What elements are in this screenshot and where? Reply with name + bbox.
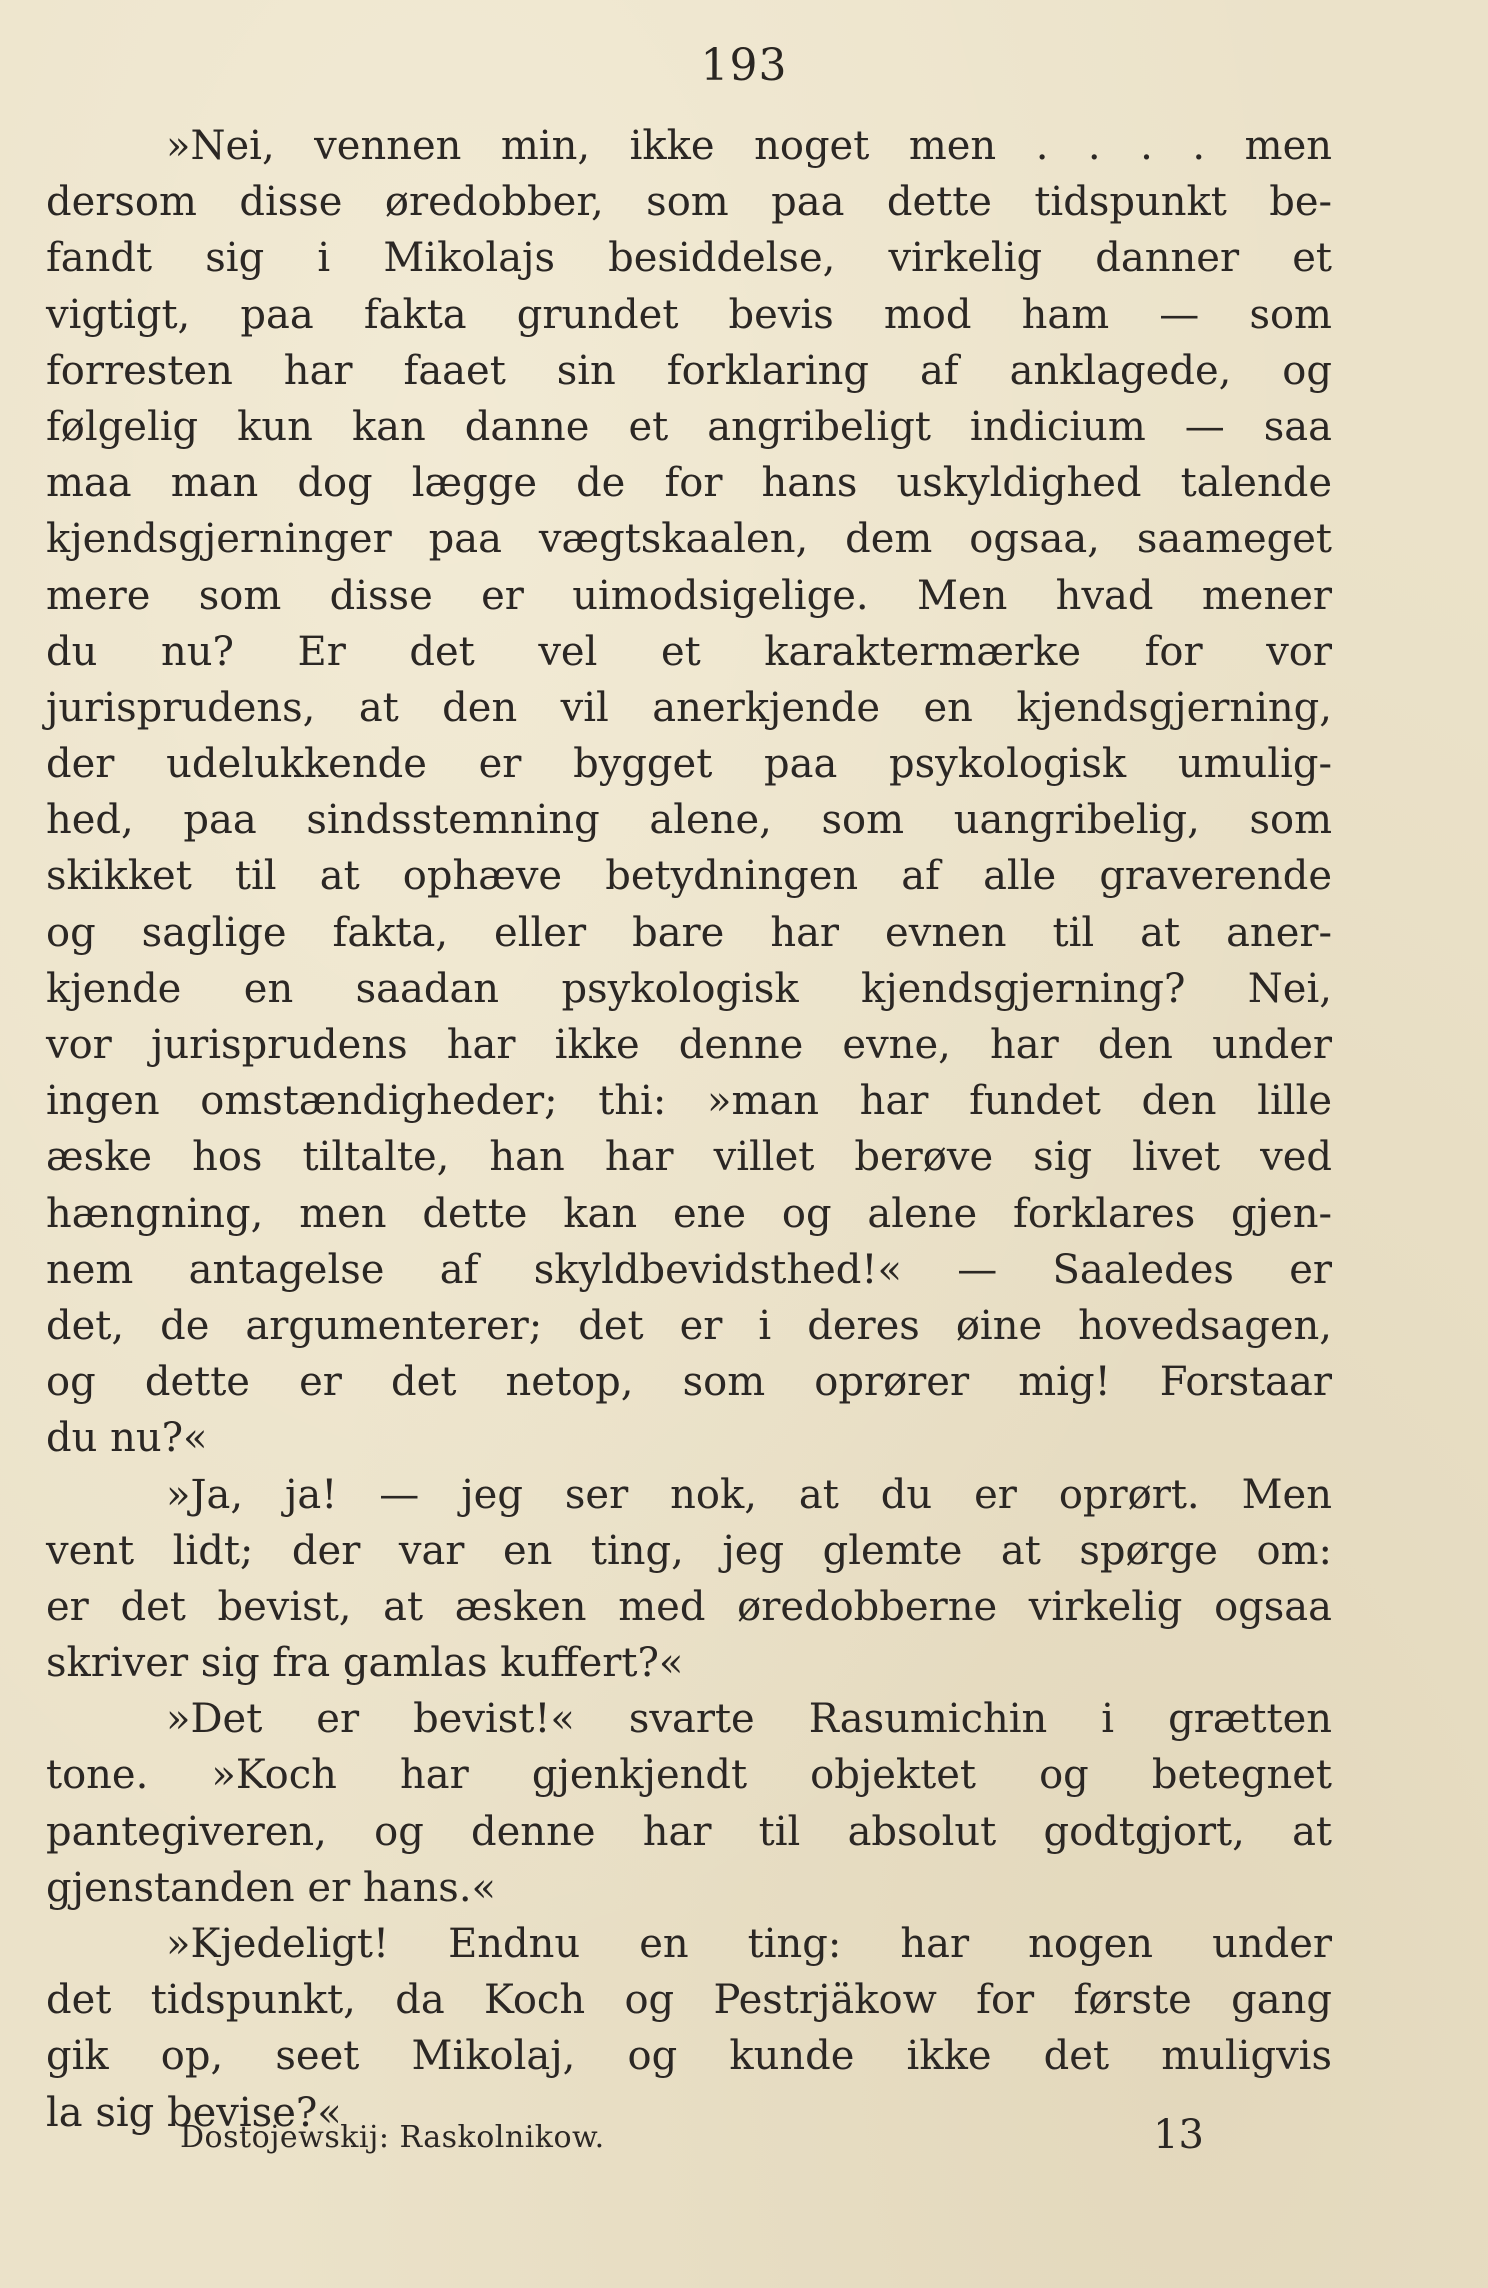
text-line: æske hos tiltalte, han har villet berøve sig livet ved xyxy=(46,1134,1332,1181)
footer-signature-number: 13 xyxy=(1153,2112,1204,2158)
text-line: forresten har faaet sin forklaring af anklagede, og xyxy=(46,347,1332,394)
text-line: jurisprudens, at den vil anerkjende en kjendsgjerning, xyxy=(46,684,1332,731)
text-line: gik op, seet Mikolaj, og kunde ikke det muligvis xyxy=(46,2033,1332,2080)
text-line: fandt sig i Mikolajs besiddelse, virkelig danner et xyxy=(46,235,1332,282)
text-line: »Ja, ja! — jeg ser nok, at du er oprørt. Men xyxy=(166,1471,1332,1518)
text-line: hed, paa sindsstemning alene, som uangribelig, som xyxy=(46,797,1332,844)
page-number: 193 xyxy=(700,40,788,91)
text-line: er det bevist, at æsken med øredobberne virkelig ogsaa xyxy=(46,1583,1332,1630)
text-line: mere som disse er uimodsigelige. Men hvad mener xyxy=(46,572,1332,619)
text-line: der udelukkende er bygget paa psykologisk umulig- xyxy=(46,741,1332,788)
text-line: det, de argumenterer; det er i deres øine hovedsagen, xyxy=(46,1302,1332,1349)
text-line: nem antagelse af skyldbevidsthed!« — Saaledes er xyxy=(46,1246,1332,1293)
page-footer xyxy=(180,2112,1204,2162)
text-line: kjendsgjerninger paa vægtskaalen, dem ogsaa, saameget xyxy=(46,516,1332,563)
footer-signature: Dostojewskij: Raskolnikow. xyxy=(180,2120,605,2155)
body-text xyxy=(46,118,1332,2141)
text-line: vent lidt; der var en ting, jeg glemte at spørge om: xyxy=(46,1527,1332,1574)
text-line: det tidspunkt, da Koch og Pestrjäkow for første gang xyxy=(46,1977,1332,2024)
text-line: ingen omstændigheder; thi: »man har fundet den lille xyxy=(46,1078,1332,1125)
text-line: gjenstanden er hans.« xyxy=(46,1864,496,1911)
text-line: »Kjedeligt! Endnu en ting: har nogen under xyxy=(166,1921,1332,1967)
text-line: la sig bevise?« xyxy=(46,2089,342,2136)
text-line: maa man dog lægge de for hans uskyldighed talende xyxy=(46,460,1332,507)
text-line: kjende en saadan psykologisk kjendsgjerning? Nei, xyxy=(46,965,1332,1012)
text-line: tone. »Koch har gjenkjendt objektet og betegnet xyxy=(46,1752,1332,1799)
text-line: vigtigt, paa fakta grundet bevis mod ham — som xyxy=(46,291,1332,338)
text-line: du nu?« xyxy=(46,1415,208,1462)
text-line: følgelig kun kan danne et angribeligt indicium — saa xyxy=(46,403,1332,450)
text-line: dersom disse øredobber, som paa dette tidspunkt be- xyxy=(46,179,1332,226)
text-line: du nu? Er det vel et karaktermærke for vor xyxy=(46,628,1332,675)
text-line: »Nei, vennen min, ikke noget men . . . . men xyxy=(166,123,1332,169)
text-line: hængning, men dette kan ene og alene forklares gjen- xyxy=(46,1190,1332,1237)
text-line: pantegiveren, og denne har til absolut godtgjort, at xyxy=(46,1808,1332,1855)
text-line: og dette er det netop, som oprører mig! Forstaar xyxy=(46,1359,1332,1406)
text-line: skriver sig fra gamlas kuffert?« xyxy=(46,1640,684,1687)
text-line: »Det er bevist!« svarte Rasumichin i grætten xyxy=(166,1696,1332,1743)
text-line: vor jurisprudens har ikke denne evne, har den under xyxy=(46,1022,1332,1068)
text-line: skikket til at ophæve betydningen af alle graverende xyxy=(46,853,1332,900)
text-line: og saglige fakta, eller bare har evnen til at aner- xyxy=(46,909,1332,956)
